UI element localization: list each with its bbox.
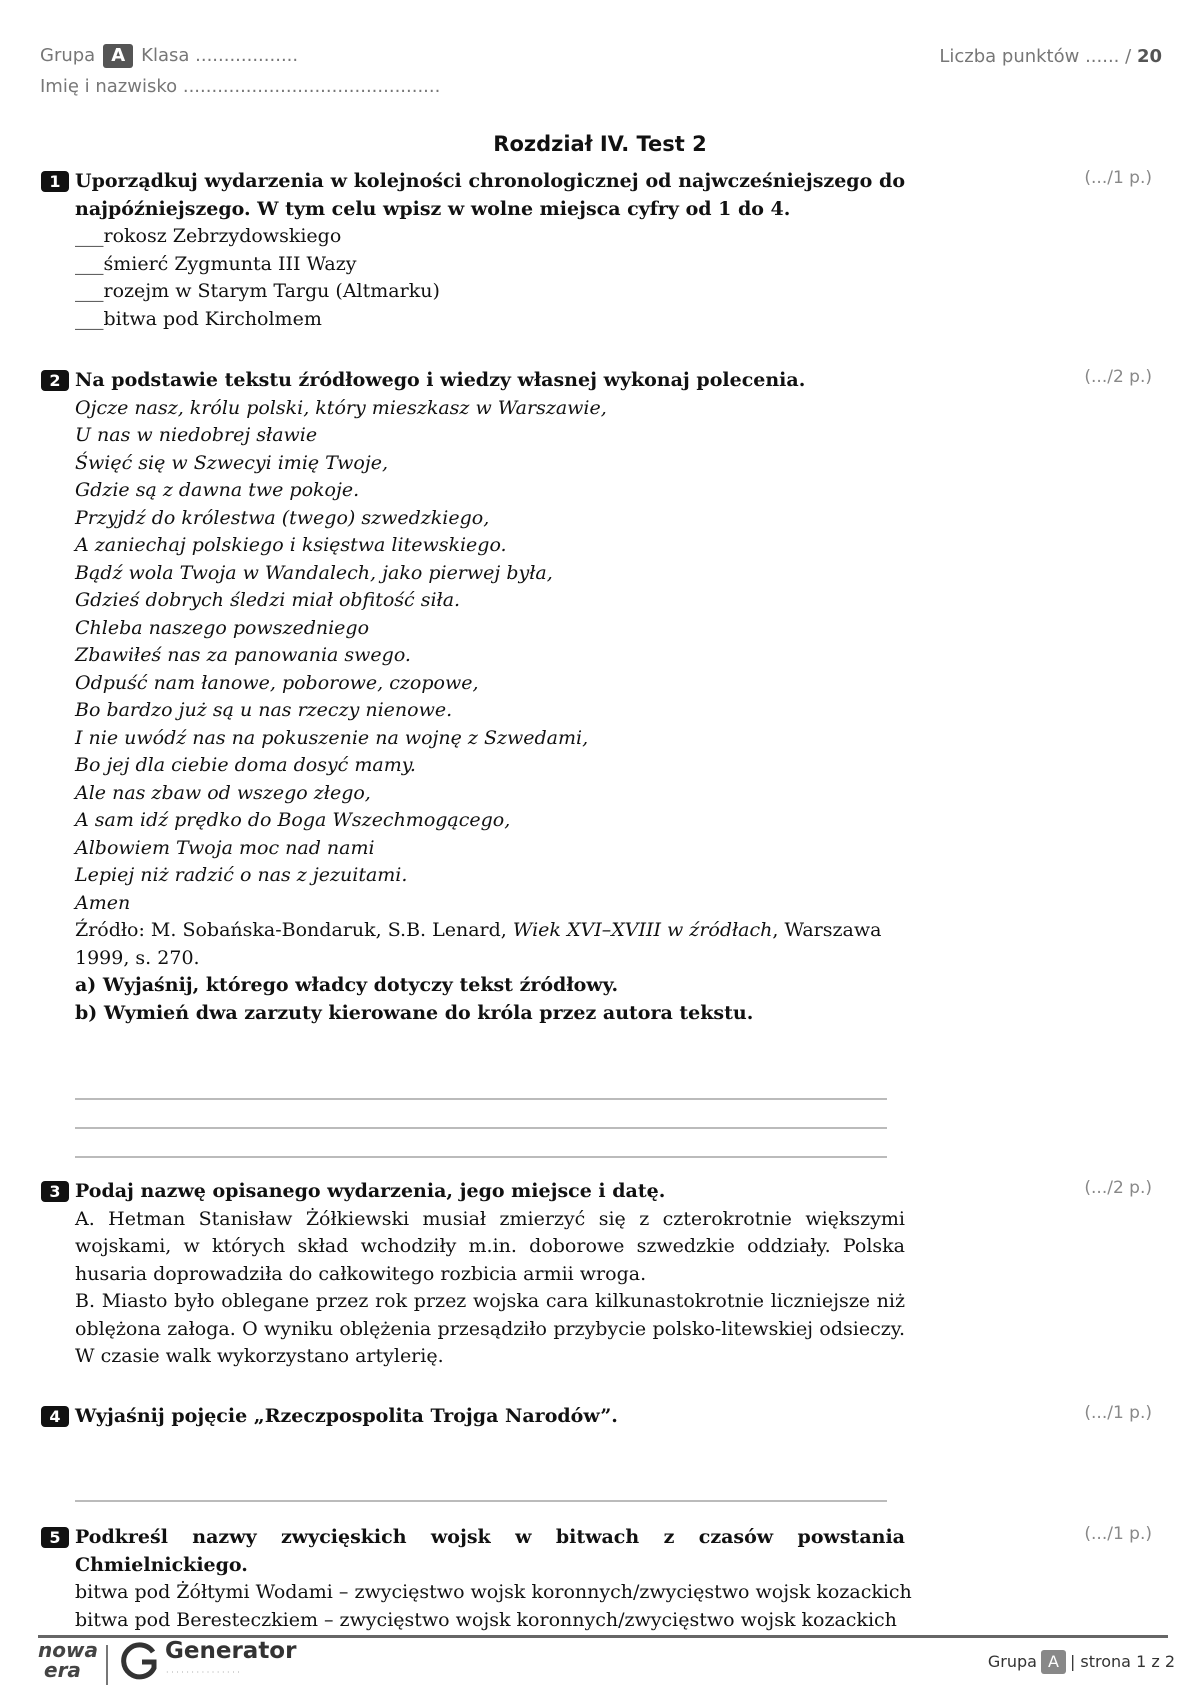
task-points: (.../2 p.) <box>1084 1178 1152 1198</box>
page-footer-info <box>988 1650 1175 1674</box>
group-class-line <box>40 44 298 68</box>
group-badge: A <box>103 44 133 68</box>
task-4 <box>49 1403 905 1431</box>
footer-group-label: Grupa <box>987 1652 1037 1671</box>
points-label: Liczba punktów ...... / <box>939 46 1132 67</box>
subtask-a: a) Wyjaśnij, którego władcy dotyczy tekst źródłowy. <box>75 974 619 996</box>
list-item[interactable]: ___rokosz Zebrzydowskiego <box>75 225 342 247</box>
task-points: (.../2 p.) <box>1084 367 1152 387</box>
page-title: Rozdział IV. Test 2 <box>493 132 707 156</box>
points-summary <box>939 46 1162 67</box>
poem-line: Bo jej dla ciebie doma dosyć mamy. <box>75 754 416 776</box>
source-prefix: Źródło: M. Sobańska-Bondaruk, S.B. Lenard, <box>75 919 507 941</box>
task-number: 4 <box>41 1406 69 1427</box>
answer-line[interactable] <box>75 1156 887 1158</box>
subtask-b: b) Wymień dwa zarzuty kierowane do króla przez autora tekstu. <box>75 1001 754 1024</box>
poem-line: Święć się w Szwecyi imię Twoje, <box>75 451 389 474</box>
task-question: Wyjaśnij pojęcie „Rzeczpospolita Trojga Narodów”. <box>75 1405 618 1427</box>
class-field[interactable]: Klasa .................. <box>141 45 299 66</box>
answer-line[interactable] <box>75 1127 887 1129</box>
battle-line[interactable]: bitwa pod Żółtymi Wodami – zwycięstwo wojsk koronnych/zwycięstwo wojsk kozackich <box>75 1581 912 1603</box>
source-suffix: , Warszawa <box>772 919 882 941</box>
list-item[interactable]: ___bitwa pod Kircholmem <box>75 307 322 330</box>
poem-line: Lepiej niż radzić o nas z jezuitami. <box>75 864 408 886</box>
source-citation <box>75 917 905 945</box>
task-question: Podaj nazwę opisanego wydarzenia, jego miejsce i datę. <box>75 1180 666 1202</box>
list-item[interactable]: ___rozejm w Starym Targu (Altmarku) <box>75 280 440 302</box>
logo-nowa-text: nowa <box>38 1638 98 1662</box>
poem-line: Bo bardzo już są u nas rzeczy nienowe. <box>75 699 453 721</box>
poem-line: Amen <box>75 891 131 914</box>
points-total: 20 <box>1136 46 1162 67</box>
description-b: B. Miasto było oblegane przez rok przez wojska cara kilkunastokrotnie liczniejsze niż oblężona załoga. O wyniku oblężenia przesądziło przybycie polsko-litewskiej odsieczy. W czasie walk wykorzystano artylerię. <box>75 1290 905 1367</box>
description-a: A. Hetman Stanisław Żółkiewski musiał zmierzyć się z czterokrotnie większymi wojskami, w których skład wchodziły m.in. doborowe szwedzkie oddziały. Polska husaria doprowadziła do całkowitego rozbicia armii wroga. <box>75 1207 905 1285</box>
poem-line: Gdzie są z dawna twe pokoje. <box>75 479 360 501</box>
name-field[interactable]: Imię i nazwisko ............................................. <box>40 76 441 97</box>
list-item[interactable]: ___śmierć Zygmunta III Wazy <box>75 252 357 275</box>
logo-separator <box>106 1645 108 1685</box>
generator-logo-text: Generator <box>165 1638 297 1664</box>
poem-line: Ale nas zbaw od wszego złego, <box>75 781 371 804</box>
task-number: 1 <box>41 171 69 192</box>
answer-line[interactable] <box>75 1098 887 1100</box>
poem-line: Bądź wola Twoja w Wandalech, jako pierwej była, <box>75 561 553 584</box>
generator-g-icon <box>120 1642 160 1682</box>
task-number: 2 <box>41 370 69 391</box>
poem-line: Ojcze nasz, królu polski, który mieszkasz w Warszawie, <box>75 396 607 419</box>
task-2 <box>49 367 905 1027</box>
nowa-era-logo <box>38 1640 98 1680</box>
poem-line: Zbawiłeś nas za panowania swego. <box>75 644 411 666</box>
footer-group-badge: A <box>1041 1650 1066 1674</box>
task-number: 5 <box>41 1527 69 1548</box>
poem-line: A sam idź prędko do Boga Wszechmogącego, <box>75 809 511 831</box>
poem-line: Przyjdź do królestwa (twego) szwedzkiego, <box>75 506 490 529</box>
poem-line: Albowiem Twoja moc nad nami <box>75 836 375 859</box>
task-number: 3 <box>41 1181 69 1202</box>
task-points: (.../1 p.) <box>1084 1524 1152 1544</box>
battle-line[interactable]: bitwa pod Beresteczkiem – zwycięstwo wojsk koronnych/zwycięstwo wojsk kozackich <box>75 1608 897 1631</box>
page-number: | strona 1 z 2 <box>1069 1652 1175 1671</box>
task-5 <box>49 1524 912 1634</box>
task-points: (.../1 p.) <box>1084 168 1152 188</box>
poem-line: Gdzieś dobrych śledzi miał obfitość siła. <box>75 589 461 611</box>
poem-line: U nas w niedobrej sławie <box>75 424 318 446</box>
poem-line: I nie uwódź nas na pokuszenie na wojnę z Szwedami, <box>75 726 589 749</box>
poem-line: Chleba naszego powszedniego <box>75 616 370 639</box>
task-1 <box>49 168 905 333</box>
poem-line: A zaniechaj polskiego i księstwa litewskiego. <box>75 534 507 556</box>
logo-era-text: era <box>44 1658 81 1682</box>
task-question: Na podstawie tekstu źródłowego i wiedzy własnej wykonaj polecenia. <box>75 369 806 391</box>
task-question: Uporządkuj wydarzenia w kolejności chronologicznej od najwcześniejszego do najpóźniejszego. W tym celu wpisz w wolne miejsca cyfry od 1 do 4. <box>75 170 905 220</box>
task-3 <box>49 1178 905 1371</box>
source-title: Wiek XVI–XVIII w źródłach <box>512 919 773 941</box>
answer-line[interactable] <box>75 1500 887 1502</box>
task-points: (.../1 p.) <box>1084 1403 1152 1423</box>
task-question: Podkreśl nazwy zwycięskich wojsk w bitwach z czasów powstania Chmielnickiego. <box>75 1526 905 1576</box>
poem-line: Odpuść nam łanowe, poborowe, czopowe, <box>75 671 479 694</box>
generator-subtitle: · · · · · · · · · · · · · · · <box>166 1668 240 1677</box>
group-label: Grupa <box>40 45 96 66</box>
source-year: 1999, s. 270. <box>75 946 200 969</box>
